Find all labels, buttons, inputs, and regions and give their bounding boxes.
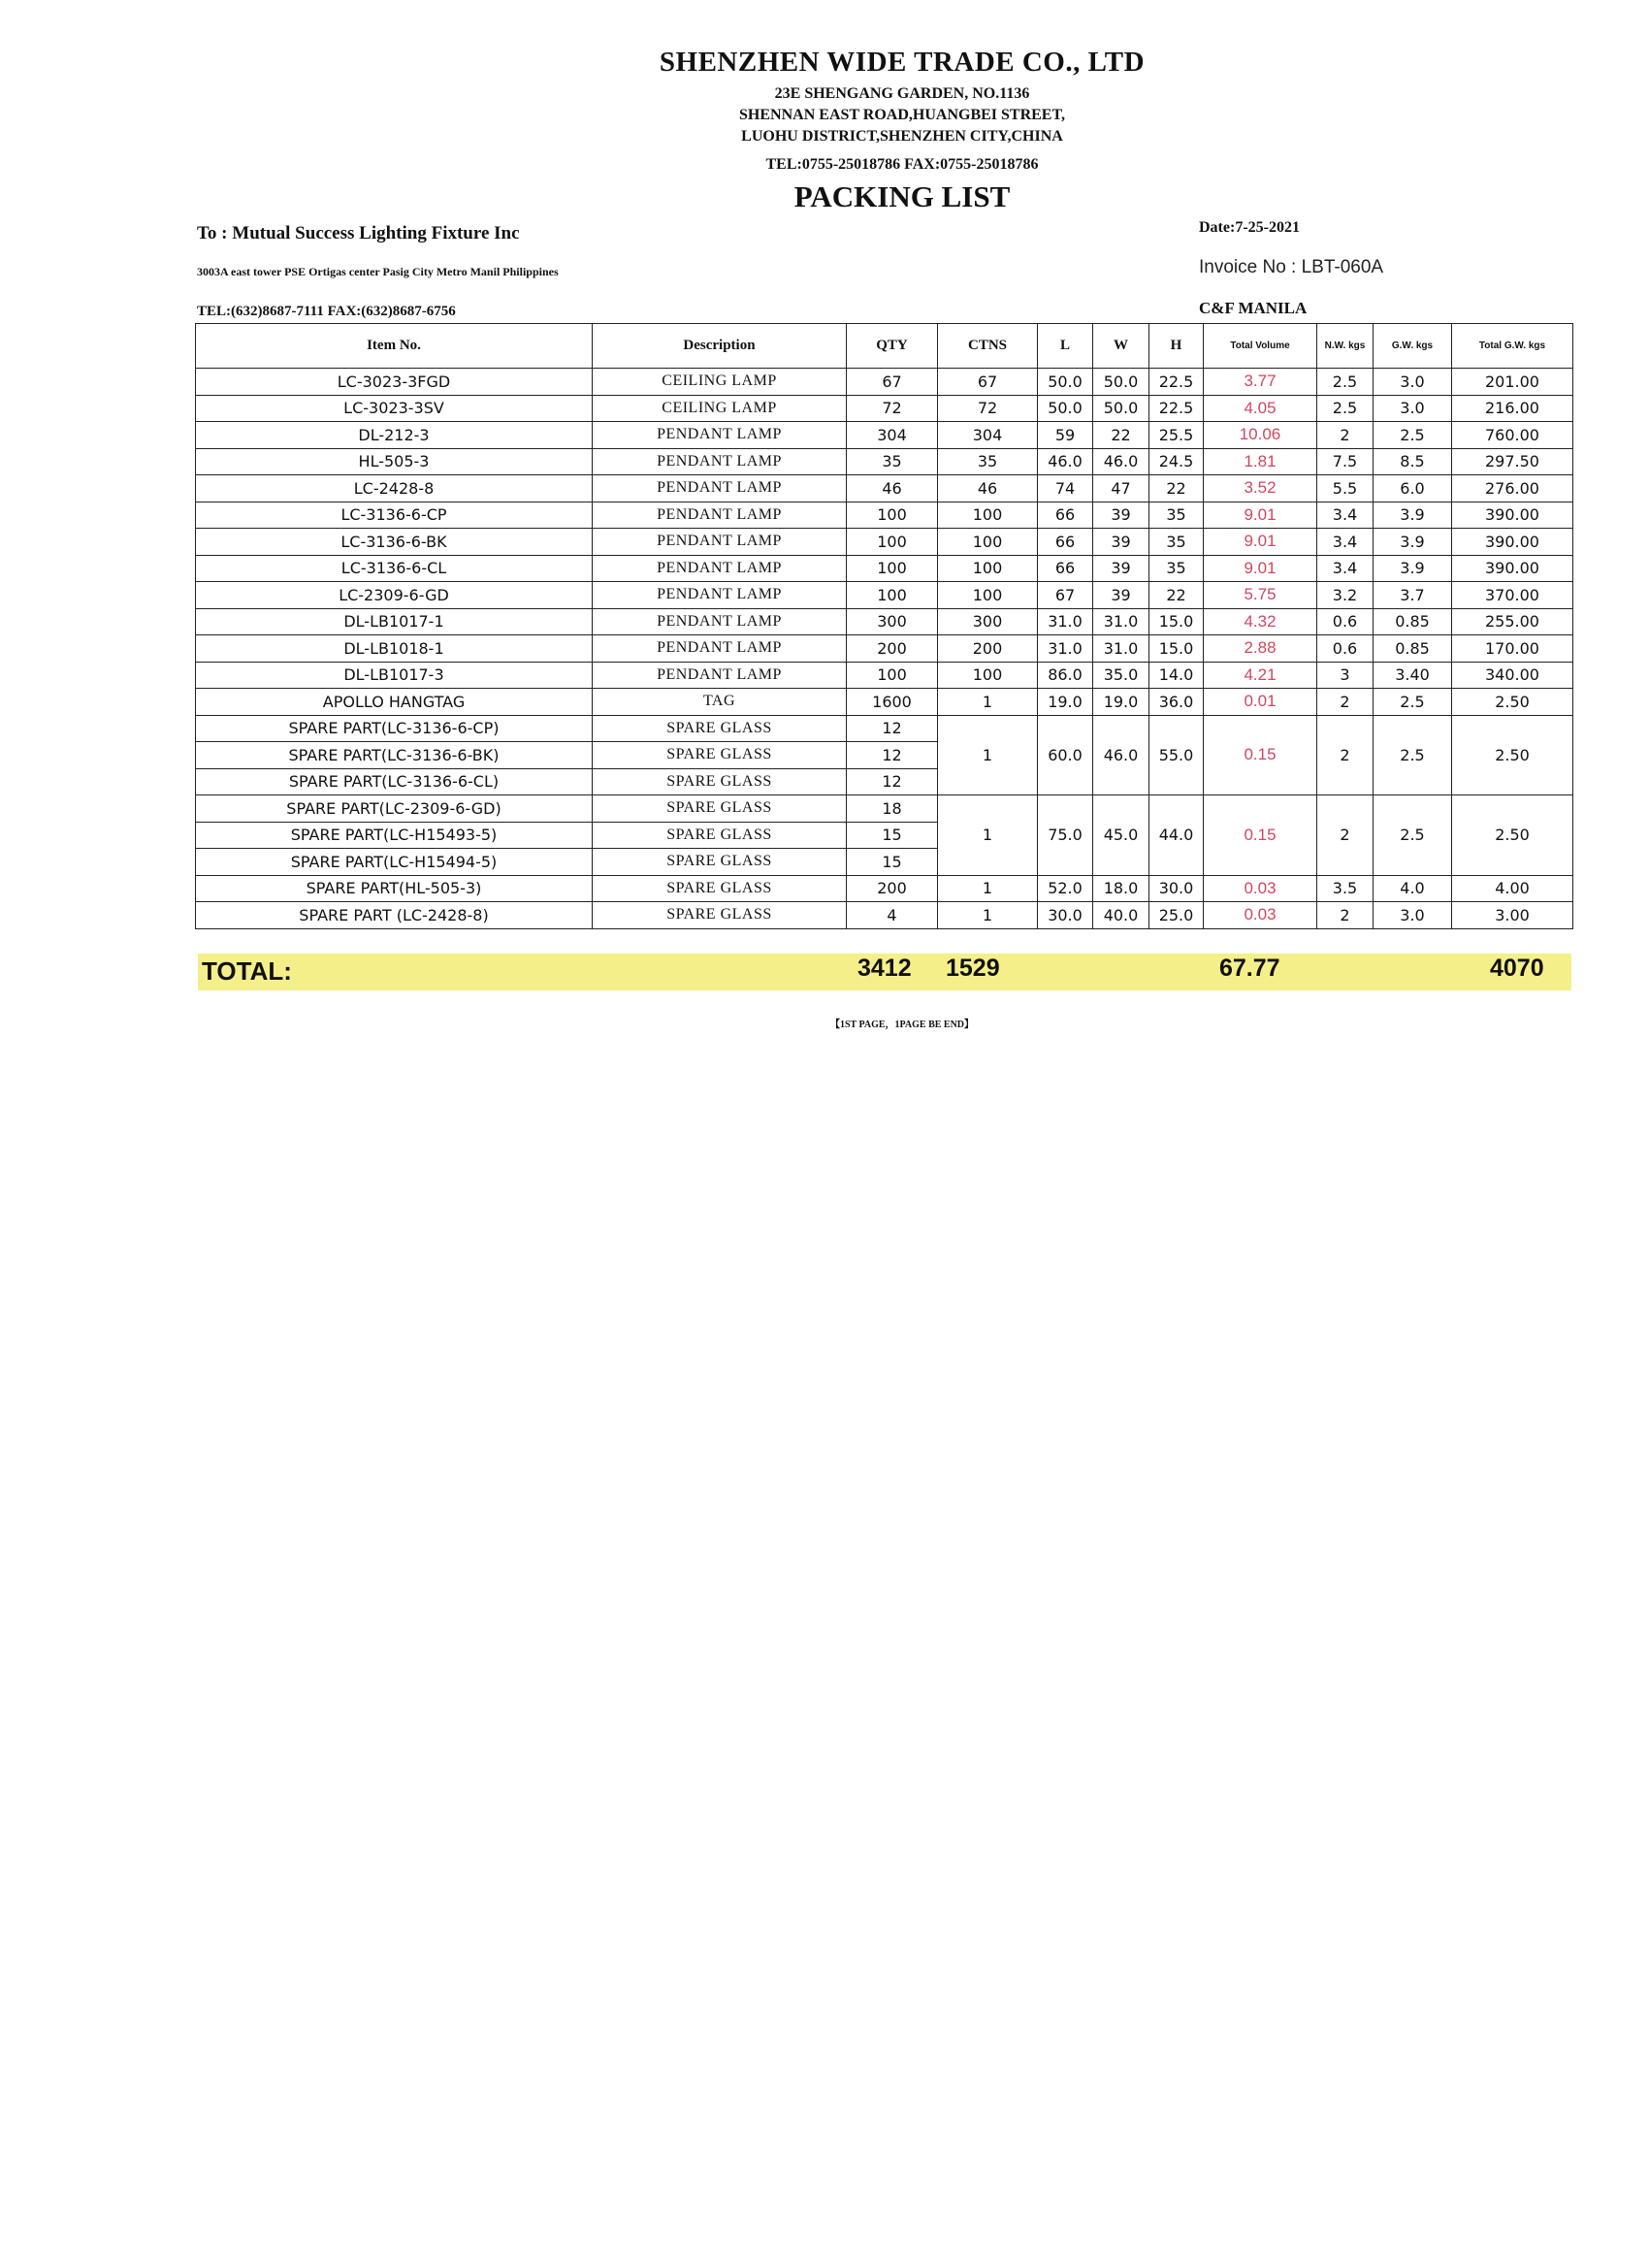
width-cell: 40.0 — [1093, 902, 1149, 929]
length-cell: 66 — [1038, 502, 1093, 529]
table-row — [196, 582, 1573, 609]
qty-cell: 200 — [847, 875, 938, 902]
ctns-cell: 100 — [938, 529, 1038, 556]
description-cell: SPARE GLASS — [593, 795, 847, 823]
height-cell: 25.0 — [1149, 902, 1204, 929]
customer-address: 3003A east tower PSE Ortigas center Pasig City Metro Manil Philippines — [197, 265, 559, 278]
total-gross-weight-cell: 201.00 — [1452, 369, 1573, 396]
ctns-cell: 1 — [938, 902, 1038, 929]
ctns-cell: 300 — [938, 608, 1038, 635]
length-cell: 74 — [1038, 475, 1093, 502]
table-row — [196, 635, 1573, 663]
length-cell: 31.0 — [1038, 635, 1093, 663]
height-cell: 44.0 — [1149, 795, 1204, 876]
width-cell: 39 — [1093, 555, 1149, 582]
total-volume-cell: 3.52 — [1204, 475, 1317, 502]
net-weight-cell: 3.2 — [1317, 582, 1374, 609]
ctns-cell: 200 — [938, 635, 1038, 663]
table-row — [196, 555, 1573, 582]
gross-weight-cell: 3.40 — [1374, 662, 1452, 689]
description-cell: PENDANT LAMP — [593, 422, 847, 449]
item-no-cell: SPARE PART(LC-H15493-5) — [196, 822, 593, 849]
total-volume-cell: 4.32 — [1204, 608, 1317, 635]
ctns-cell: 100 — [938, 502, 1038, 529]
width-cell: 35.0 — [1093, 662, 1149, 689]
qty-cell: 67 — [847, 369, 938, 396]
table-row — [196, 715, 1573, 742]
item-no-cell: LC-3136-6-CL — [196, 555, 593, 582]
length-cell: 31.0 — [1038, 608, 1093, 635]
height-cell: 25.5 — [1149, 422, 1204, 449]
total-ctns: 1529 — [946, 955, 1000, 982]
length-cell: 50.0 — [1038, 395, 1093, 422]
length-cell: 50.0 — [1038, 369, 1093, 396]
description-cell: PENDANT LAMP — [593, 448, 847, 475]
total-volume-cell: 4.05 — [1204, 395, 1317, 422]
table-row — [196, 502, 1573, 529]
table-row — [196, 689, 1573, 716]
qty-cell: 100 — [847, 555, 938, 582]
net-weight-cell: 2.5 — [1317, 395, 1374, 422]
net-weight-cell: 2 — [1317, 422, 1374, 449]
invoice-number: Invoice No : LBT-060A — [1199, 257, 1384, 277]
item-no-cell: LC-3023-3SV — [196, 395, 593, 422]
total-volume-cell: 4.21 — [1204, 662, 1317, 689]
width-cell: 31.0 — [1093, 635, 1149, 663]
total-gross-weight-cell: 297.50 — [1452, 448, 1573, 475]
net-weight-cell: 2.5 — [1317, 369, 1374, 396]
total-gross-weight-cell: 760.00 — [1452, 422, 1573, 449]
length-cell: 52.0 — [1038, 875, 1093, 902]
qty-cell: 100 — [847, 662, 938, 689]
ctns-cell: 1 — [938, 795, 1038, 876]
company-name: SHENZHEN WIDE TRADE CO., LTD — [659, 47, 1146, 78]
width-cell: 31.0 — [1093, 608, 1149, 635]
width-cell: 47 — [1093, 475, 1149, 502]
header-gross-weight: G.W. kgs — [1374, 324, 1452, 369]
qty-cell: 304 — [847, 422, 938, 449]
total-volume-cell: 9.01 — [1204, 502, 1317, 529]
description-cell: SPARE GLASS — [593, 822, 847, 849]
header-qty: QTY — [847, 324, 938, 369]
width-cell: 45.0 — [1093, 795, 1149, 876]
gross-weight-cell: 3.7 — [1374, 582, 1452, 609]
ctns-cell: 35 — [938, 448, 1038, 475]
item-no-cell: LC-3023-3FGD — [196, 369, 593, 396]
net-weight-cell: 0.6 — [1317, 608, 1374, 635]
company-tel-fax: TEL:0755-25018786 FAX:0755-25018786 — [765, 156, 1039, 173]
gross-weight-cell: 2.5 — [1374, 795, 1452, 876]
height-cell: 22 — [1149, 582, 1204, 609]
table-row — [196, 529, 1573, 556]
item-no-cell: LC-3136-6-CP — [196, 502, 593, 529]
item-no-cell: SPARE PART (LC-2428-8) — [196, 902, 593, 929]
width-cell: 19.0 — [1093, 689, 1149, 716]
description-cell: SPARE GLASS — [593, 742, 847, 769]
table-row — [196, 369, 1573, 396]
total-volume-cell: 1.81 — [1204, 448, 1317, 475]
gross-weight-cell: 3.9 — [1374, 502, 1452, 529]
total-volume-cell: 0.03 — [1204, 875, 1317, 902]
qty-cell: 200 — [847, 635, 938, 663]
qty-cell: 15 — [847, 849, 938, 876]
total-gross-weight-cell: 340.00 — [1452, 662, 1573, 689]
total-gross-weight-cell: 170.00 — [1452, 635, 1573, 663]
gross-weight-cell: 2.5 — [1374, 422, 1452, 449]
description-cell: PENDANT LAMP — [593, 662, 847, 689]
item-no-cell: DL-LB1018-1 — [196, 635, 593, 663]
net-weight-cell: 2 — [1317, 715, 1374, 795]
length-cell: 66 — [1038, 555, 1093, 582]
description-cell: PENDANT LAMP — [593, 582, 847, 609]
height-cell: 35 — [1149, 555, 1204, 582]
total-gross-weight-cell: 2.50 — [1452, 795, 1573, 876]
net-weight-cell: 3.4 — [1317, 529, 1374, 556]
table-header-row — [196, 324, 1573, 369]
qty-cell: 100 — [847, 502, 938, 529]
net-weight-cell: 3 — [1317, 662, 1374, 689]
total-gross-weight-cell: 370.00 — [1452, 582, 1573, 609]
packing-table — [195, 323, 1573, 929]
table-row — [196, 608, 1573, 635]
company-address-line-2: SHENNAN EAST ROAD,HUANGBEI STREET, — [739, 107, 1065, 123]
total-volume-cell: 2.88 — [1204, 635, 1317, 663]
height-cell: 36.0 — [1149, 689, 1204, 716]
qty-cell: 18 — [847, 795, 938, 823]
description-cell: SPARE GLASS — [593, 768, 847, 795]
item-no-cell: SPARE PART(LC-3136-6-CP) — [196, 715, 593, 742]
item-no-cell: SPARE PART(LC-3136-6-BK) — [196, 742, 593, 769]
total-volume-cell: 10.06 — [1204, 422, 1317, 449]
total-gross-weight-cell: 4.00 — [1452, 875, 1573, 902]
table-body — [196, 369, 1573, 929]
gross-weight-cell: 4.0 — [1374, 875, 1452, 902]
gross-weight-cell: 3.9 — [1374, 555, 1452, 582]
gross-weight-cell: 3.0 — [1374, 902, 1452, 929]
qty-cell: 100 — [847, 582, 938, 609]
header-height: H — [1149, 324, 1204, 369]
height-cell: 55.0 — [1149, 715, 1204, 795]
description-cell: SPARE GLASS — [593, 902, 847, 929]
width-cell: 50.0 — [1093, 369, 1149, 396]
description-cell: SPARE GLASS — [593, 715, 847, 742]
gross-weight-cell: 8.5 — [1374, 448, 1452, 475]
width-cell: 50.0 — [1093, 395, 1149, 422]
item-no-cell: SPARE PART(LC-2309-6-GD) — [196, 795, 593, 823]
table-row — [196, 422, 1573, 449]
document-date: Date:7-25-2021 — [1199, 219, 1300, 236]
total-volume-cell: 0.03 — [1204, 902, 1317, 929]
item-no-cell: SPARE PART(HL-505-3) — [196, 875, 593, 902]
total-volume-cell: 9.01 — [1204, 529, 1317, 556]
header-width: W — [1093, 324, 1149, 369]
qty-cell: 12 — [847, 768, 938, 795]
document-title: PACKING LIST — [793, 179, 1011, 213]
ctns-cell: 100 — [938, 555, 1038, 582]
total-gross-weight-cell: 2.50 — [1452, 715, 1573, 795]
qty-cell: 12 — [847, 715, 938, 742]
page-note: 【1ST PAGE，1PAGE BE END】 — [829, 1020, 975, 1030]
header-ctns: CTNS — [938, 324, 1038, 369]
gross-weight-cell: 2.5 — [1374, 689, 1452, 716]
length-cell: 67 — [1038, 582, 1093, 609]
length-cell: 86.0 — [1038, 662, 1093, 689]
qty-cell: 35 — [847, 448, 938, 475]
qty-cell: 46 — [847, 475, 938, 502]
gross-weight-cell: 3.9 — [1374, 529, 1452, 556]
item-no-cell: DL-212-3 — [196, 422, 593, 449]
item-no-cell: LC-3136-6-BK — [196, 529, 593, 556]
qty-cell: 300 — [847, 608, 938, 635]
table-row — [196, 875, 1573, 902]
ctns-cell: 67 — [938, 369, 1038, 396]
gross-weight-cell: 2.5 — [1374, 715, 1452, 795]
total-gross-weight-cell: 390.00 — [1452, 529, 1573, 556]
item-no-cell: LC-2428-8 — [196, 475, 593, 502]
height-cell: 22 — [1149, 475, 1204, 502]
description-cell: PENDANT LAMP — [593, 529, 847, 556]
total-gross-weight-cell: 276.00 — [1452, 475, 1573, 502]
ctns-cell: 100 — [938, 582, 1038, 609]
company-address-line-1: 23E SHENGANG GARDEN, NO.1136 — [774, 85, 1030, 102]
width-cell: 39 — [1093, 582, 1149, 609]
total-gross-weight: 4070 — [1490, 955, 1544, 982]
ctns-cell: 72 — [938, 395, 1038, 422]
net-weight-cell: 3.5 — [1317, 875, 1374, 902]
net-weight-cell: 3.4 — [1317, 555, 1374, 582]
width-cell: 46.0 — [1093, 715, 1149, 795]
item-no-cell: SPARE PART(LC-3136-6-CL) — [196, 768, 593, 795]
net-weight-cell: 2 — [1317, 795, 1374, 876]
height-cell: 30.0 — [1149, 875, 1204, 902]
shipping-terms: C&F MANILA — [1199, 299, 1308, 317]
total-volume: 67.77 — [1219, 955, 1280, 982]
description-cell: TAG — [593, 689, 847, 716]
qty-cell: 15 — [847, 822, 938, 849]
description-cell: PENDANT LAMP — [593, 555, 847, 582]
description-cell: PENDANT LAMP — [593, 635, 847, 663]
total-volume-cell: 9.01 — [1204, 555, 1317, 582]
customer-name: To : Mutual Success Lighting Fixture Inc — [197, 223, 520, 243]
height-cell: 22.5 — [1149, 395, 1204, 422]
description-cell: CEILING LAMP — [593, 369, 847, 396]
ctns-cell: 46 — [938, 475, 1038, 502]
net-weight-cell: 2 — [1317, 689, 1374, 716]
height-cell: 24.5 — [1149, 448, 1204, 475]
gross-weight-cell: 3.0 — [1374, 369, 1452, 396]
company-address-line-3: LUOHU DISTRICT,SHENZHEN CITY,CHINA — [741, 128, 1063, 145]
total-gross-weight-cell: 255.00 — [1452, 608, 1573, 635]
net-weight-cell: 2 — [1317, 902, 1374, 929]
gross-weight-cell: 6.0 — [1374, 475, 1452, 502]
height-cell: 35 — [1149, 502, 1204, 529]
ctns-cell: 304 — [938, 422, 1038, 449]
description-cell: PENDANT LAMP — [593, 502, 847, 529]
item-no-cell: SPARE PART(LC-H15494-5) — [196, 849, 593, 876]
height-cell: 15.0 — [1149, 608, 1204, 635]
table-row — [196, 795, 1573, 823]
total-volume-cell: 3.77 — [1204, 369, 1317, 396]
qty-cell: 12 — [847, 742, 938, 769]
gross-weight-cell: 0.85 — [1374, 635, 1452, 663]
header-description: Description — [593, 324, 847, 369]
item-no-cell: APOLLO HANGTAG — [196, 689, 593, 716]
item-no-cell: DL-LB1017-1 — [196, 608, 593, 635]
gross-weight-cell: 3.0 — [1374, 395, 1452, 422]
qty-cell: 100 — [847, 529, 938, 556]
net-weight-cell: 0.6 — [1317, 635, 1374, 663]
ctns-cell: 1 — [938, 715, 1038, 795]
total-volume-cell: 0.15 — [1204, 795, 1317, 876]
height-cell: 14.0 — [1149, 662, 1204, 689]
header-total-gross-weight: Total G.W. kgs — [1452, 324, 1573, 369]
total-qty: 3412 — [857, 955, 912, 982]
total-gross-weight-cell: 3.00 — [1452, 902, 1573, 929]
table-row — [196, 902, 1573, 929]
description-cell: PENDANT LAMP — [593, 475, 847, 502]
length-cell: 46.0 — [1038, 448, 1093, 475]
width-cell: 22 — [1093, 422, 1149, 449]
table-row — [196, 395, 1573, 422]
customer-tel-fax: TEL:(632)8687-7111 FAX:(632)8687-6756 — [197, 304, 456, 319]
total-gross-weight-cell: 2.50 — [1452, 689, 1573, 716]
qty-cell: 1600 — [847, 689, 938, 716]
header-item-no: Item No. — [196, 324, 593, 369]
width-cell: 46.0 — [1093, 448, 1149, 475]
table-row — [196, 475, 1573, 502]
header-length: L — [1038, 324, 1093, 369]
length-cell: 75.0 — [1038, 795, 1093, 876]
width-cell: 18.0 — [1093, 875, 1149, 902]
ctns-cell: 1 — [938, 875, 1038, 902]
item-no-cell: LC-2309-6-GD — [196, 582, 593, 609]
qty-cell: 72 — [847, 395, 938, 422]
description-cell: SPARE GLASS — [593, 875, 847, 902]
total-label: TOTAL: — [202, 956, 292, 986]
description-cell: PENDANT LAMP — [593, 608, 847, 635]
ctns-cell: 100 — [938, 662, 1038, 689]
height-cell: 22.5 — [1149, 369, 1204, 396]
total-volume-cell: 0.01 — [1204, 689, 1317, 716]
height-cell: 35 — [1149, 529, 1204, 556]
height-cell: 15.0 — [1149, 635, 1204, 663]
net-weight-cell: 5.5 — [1317, 475, 1374, 502]
total-volume-cell: 5.75 — [1204, 582, 1317, 609]
table-row — [196, 662, 1573, 689]
total-gross-weight-cell: 216.00 — [1452, 395, 1573, 422]
table-row — [196, 448, 1573, 475]
item-no-cell: DL-LB1017-3 — [196, 662, 593, 689]
description-cell: CEILING LAMP — [593, 395, 847, 422]
net-weight-cell: 3.4 — [1317, 502, 1374, 529]
net-weight-cell: 7.5 — [1317, 448, 1374, 475]
length-cell: 30.0 — [1038, 902, 1093, 929]
gross-weight-cell: 0.85 — [1374, 608, 1452, 635]
qty-cell: 4 — [847, 902, 938, 929]
length-cell: 59 — [1038, 422, 1093, 449]
ctns-cell: 1 — [938, 689, 1038, 716]
total-volume-cell: 0.15 — [1204, 715, 1317, 795]
width-cell: 39 — [1093, 502, 1149, 529]
header-net-weight: N.W. kgs — [1317, 324, 1374, 369]
description-cell: SPARE GLASS — [593, 849, 847, 876]
length-cell: 19.0 — [1038, 689, 1093, 716]
length-cell: 60.0 — [1038, 715, 1093, 795]
total-gross-weight-cell: 390.00 — [1452, 502, 1573, 529]
item-no-cell: HL-505-3 — [196, 448, 593, 475]
header-total-volume: Total Volume — [1204, 324, 1317, 369]
total-gross-weight-cell: 390.00 — [1452, 555, 1573, 582]
length-cell: 66 — [1038, 529, 1093, 556]
width-cell: 39 — [1093, 529, 1149, 556]
